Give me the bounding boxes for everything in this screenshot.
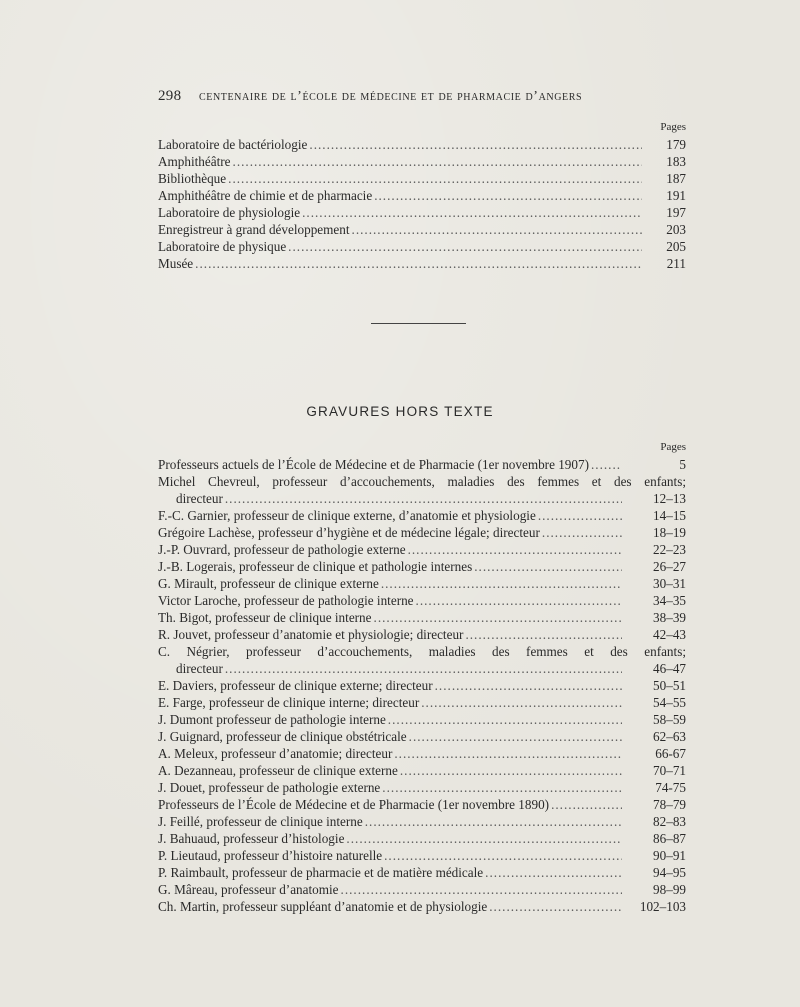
- dot-leader: [374, 609, 622, 626]
- rooms-index: [158, 136, 686, 272]
- toc-entry-page: 102–103: [639, 899, 686, 914]
- toc-entry-first-line: Michel Chevreul, professeur d’accouchements, maladies des femmes et des enfants;: [158, 474, 686, 489]
- toc-entry-label: Victor Laroche, professeur de pathologie interne: [158, 593, 414, 608]
- dot-leader: [352, 221, 642, 238]
- page-number: 298: [158, 88, 182, 104]
- dot-leader: [225, 490, 622, 507]
- toc-entry-row: [158, 694, 686, 711]
- toc-entry-label: R. Jouvet, professeur d’anatomie et physiologie; directeur: [158, 627, 464, 642]
- toc-entry-label: J. Bahuaud, professeur d’histologie: [158, 831, 345, 846]
- toc-entry: [158, 507, 686, 524]
- dot-leader: [288, 238, 642, 255]
- dot-leader: [542, 524, 622, 541]
- toc-entry-page: 18–19: [653, 525, 686, 540]
- toc-entry: [158, 864, 686, 881]
- toc-entry-row: [158, 255, 686, 272]
- toc-entry-label: E. Farge, professeur de clinique interne; directeur: [158, 695, 420, 710]
- toc-entry-page: 26–27: [653, 559, 686, 574]
- toc-entry: [158, 762, 686, 779]
- toc-entry-page: 82–83: [653, 814, 686, 829]
- toc-entry-row: [158, 170, 686, 187]
- toc-entry-row: [158, 813, 686, 830]
- toc-entry: [158, 728, 686, 745]
- toc-entry: [158, 779, 686, 796]
- dot-leader: [346, 830, 622, 847]
- toc-entry-page: 183: [666, 154, 686, 169]
- dot-leader: [228, 170, 642, 187]
- toc-entry-row: [158, 864, 686, 881]
- dot-leader: [551, 796, 622, 813]
- toc-entry-label: Bibliothèque: [158, 171, 227, 186]
- toc-entry: [158, 473, 686, 507]
- toc-entry-label: Th. Bigot, professeur de clinique interne: [158, 610, 372, 625]
- toc-entry: [158, 796, 686, 813]
- toc-entry-row: [158, 541, 686, 558]
- toc-entry-label: Laboratoire de physique: [158, 239, 287, 254]
- toc-entry-page: 98–99: [653, 882, 686, 897]
- toc-entry-row: [158, 456, 686, 473]
- toc-entry-row: [158, 626, 686, 643]
- dot-leader: [225, 660, 622, 677]
- plates-pages-header: Pages: [660, 441, 686, 453]
- toc-entry-first-line: C. Négrier, professeur d’accouchements, maladies des femmes et des enfants;: [158, 644, 686, 659]
- toc-entry-page: 30–31: [653, 576, 686, 591]
- toc-entry: [158, 609, 686, 626]
- toc-entry-row: [158, 490, 686, 507]
- toc-entry-page: 197: [666, 205, 686, 220]
- toc-entry-row: [158, 507, 686, 524]
- toc-entry-page: 86–87: [653, 831, 686, 846]
- toc-entry-page: 90–91: [653, 848, 686, 863]
- toc-entry-row: [158, 830, 686, 847]
- dot-leader: [381, 575, 622, 592]
- toc-entry-label: J.-P. Ouvrard, professeur de pathologie externe: [158, 542, 406, 557]
- toc-entry-row: [158, 204, 686, 221]
- dot-leader: [382, 779, 622, 796]
- toc-entry-page: 22–23: [653, 542, 686, 557]
- toc-entry-page: 187: [666, 171, 686, 186]
- dot-leader: [416, 592, 622, 609]
- toc-entry: [158, 881, 686, 898]
- toc-entry: [158, 153, 686, 170]
- toc-entry: [158, 626, 686, 643]
- toc-entry: [158, 575, 686, 592]
- dot-leader: [384, 847, 622, 864]
- toc-entry-page: 66-67: [655, 746, 686, 761]
- toc-entry-label: J. Guignard, professeur de clinique obstétricale: [158, 729, 407, 744]
- toc-entry-page: 34–35: [653, 593, 686, 608]
- toc-entry: [158, 558, 686, 575]
- toc-entry-page: 58–59: [653, 712, 686, 727]
- toc-entry-page: 203: [666, 222, 686, 237]
- toc-entry-label: Musée: [158, 256, 194, 271]
- toc-entry-label: Amphithéâtre: [158, 154, 231, 169]
- toc-entry-row: [158, 881, 686, 898]
- toc-entry-label: G. Mirault, professeur de clinique externe: [158, 576, 379, 591]
- toc-entry-label: Ch. Martin, professeur suppléant d’anatomie et de physiologie: [158, 899, 488, 914]
- toc-entry-row: [158, 745, 686, 762]
- dot-leader: [302, 204, 642, 221]
- toc-entry-row: [158, 728, 686, 745]
- toc-entry-row: [158, 575, 686, 592]
- dot-leader: [485, 864, 622, 881]
- dot-leader: [195, 255, 642, 272]
- toc-entry-page: 211: [666, 256, 686, 271]
- toc-entry-label: E. Daviers, professeur de clinique externe; directeur: [158, 678, 433, 693]
- running-title: centenaire de l’école de médecine et de pharmacie d’angers: [198, 89, 583, 104]
- toc-entry-label: A. Dezanneau, professeur de clinique externe: [158, 763, 398, 778]
- toc-entry-page: 50–51: [653, 678, 686, 693]
- toc-entry-row: [158, 187, 686, 204]
- toc-entry: [158, 694, 686, 711]
- dot-leader: [421, 694, 622, 711]
- dot-leader: [489, 898, 622, 915]
- toc-entry-page: 70–71: [653, 763, 686, 778]
- toc-entry-label: F.-C. Garnier, professeur de clinique externe, d’anatomie et physiologie: [158, 508, 536, 523]
- rooms-pages-header: Pages: [660, 121, 686, 133]
- toc-entry: [158, 255, 686, 272]
- toc-entry: [158, 643, 686, 677]
- toc-entry-row: [158, 762, 686, 779]
- section-divider: [371, 323, 466, 324]
- dot-leader: [394, 745, 622, 762]
- toc-entry-page: 78–79: [653, 797, 686, 812]
- toc-entry: [158, 592, 686, 609]
- toc-entry-row: [158, 677, 686, 694]
- toc-entry: [158, 541, 686, 558]
- toc-entry: [158, 170, 686, 187]
- dot-leader: [538, 507, 622, 524]
- dot-leader: [400, 762, 622, 779]
- toc-entry-page: 205: [666, 239, 686, 254]
- toc-entry-row: [158, 238, 686, 255]
- toc-entry-page: 46–47: [653, 661, 686, 676]
- dot-leader: [341, 881, 622, 898]
- toc-entry-row: [158, 153, 686, 170]
- toc-entry: [158, 711, 686, 728]
- toc-entry: [158, 745, 686, 762]
- toc-entry-row: [158, 898, 686, 915]
- toc-entry-label: Grégoire Lachèse, professeur d’hygiène et de médecine légale; directeur: [158, 525, 540, 540]
- toc-entry: [158, 677, 686, 694]
- toc-entry-page: 54–55: [653, 695, 686, 710]
- dot-leader: [374, 187, 642, 204]
- toc-entry-label: directeur: [176, 491, 223, 506]
- toc-entry-label: Amphithéâtre de chimie et de pharmacie: [158, 188, 373, 203]
- toc-entry-page: 14–15: [653, 508, 686, 523]
- toc-entry-page: 38–39: [653, 610, 686, 625]
- toc-entry: [158, 238, 686, 255]
- toc-entry: [158, 136, 686, 153]
- toc-entry-row: [158, 221, 686, 238]
- dot-leader: [409, 728, 622, 745]
- toc-entry: [158, 830, 686, 847]
- dot-leader: [365, 813, 622, 830]
- toc-entry: [158, 524, 686, 541]
- toc-entry-page: 74-75: [655, 780, 686, 795]
- toc-entry-page: 12–13: [653, 491, 686, 506]
- plates-index: [158, 456, 686, 915]
- toc-entry-label: Enregistreur à grand développement: [158, 222, 350, 237]
- toc-entry-row: [158, 796, 686, 813]
- toc-entry-label: directeur: [176, 661, 223, 676]
- toc-entry-page: 94–95: [653, 865, 686, 880]
- toc-entry: [158, 847, 686, 864]
- toc-entry-page: 179: [666, 137, 686, 152]
- toc-entry-label: Laboratoire de bactériologie: [158, 137, 308, 152]
- toc-entry-label: Professeurs actuels de l’École de Médecine et de Pharmacie (1er novembre 1907): [158, 457, 589, 472]
- toc-entry: [158, 456, 686, 473]
- toc-entry-label: P. Lieutaud, professeur d’histoire naturelle: [158, 848, 383, 863]
- dot-leader: [408, 541, 622, 558]
- dot-leader: [233, 153, 642, 170]
- toc-entry-row: [158, 136, 686, 153]
- dot-leader: [474, 558, 622, 575]
- toc-entry-page: 191: [666, 188, 686, 203]
- toc-entry-row: [158, 558, 686, 575]
- toc-entry: [158, 898, 686, 915]
- toc-entry-page: 42–43: [653, 627, 686, 642]
- toc-entry: [158, 204, 686, 221]
- dot-leader: [435, 677, 622, 694]
- toc-entry: [158, 187, 686, 204]
- toc-entry-label: J. Dumont professeur de pathologie interne: [158, 712, 386, 727]
- toc-entry-row: [158, 711, 686, 728]
- toc-entry-label: P. Raimbault, professeur de pharmacie et de matière médicale: [158, 865, 484, 880]
- dot-leader: [388, 711, 622, 728]
- toc-entry-label: J. Feillé, professeur de clinique interne: [158, 814, 363, 829]
- toc-entry-label: Professeurs de l’École de Médecine et de Pharmacie (1er novembre 1890): [158, 797, 550, 812]
- toc-entry-label: J. Douet, professeur de pathologie externe: [158, 780, 381, 795]
- toc-entry-page: 62–63: [653, 729, 686, 744]
- toc-entry-label: Laboratoire de physiologie: [158, 205, 301, 220]
- toc-entry: [158, 813, 686, 830]
- toc-entry-page: 5: [679, 457, 686, 472]
- toc-entry-label: J.-B. Logerais, professeur de clinique et pathologie internes: [158, 559, 473, 574]
- toc-entry-row: [158, 609, 686, 626]
- section-title: GRAVURES HORS TEXTE: [306, 404, 494, 419]
- toc-entry-label: A. Meleux, professeur d’anatomie; directeur: [158, 746, 393, 761]
- toc-entry-row: [158, 592, 686, 609]
- dot-leader: [309, 136, 642, 153]
- toc-entry-row: [158, 847, 686, 864]
- toc-entry: [158, 221, 686, 238]
- toc-entry-row: [158, 524, 686, 541]
- toc-entry-row: [158, 779, 686, 796]
- dot-leader: [465, 626, 622, 643]
- dot-leader: [591, 456, 622, 473]
- toc-entry-row: [158, 660, 686, 677]
- running-head: [158, 88, 688, 105]
- toc-entry-label: G. Mâreau, professeur d’anatomie: [158, 882, 339, 897]
